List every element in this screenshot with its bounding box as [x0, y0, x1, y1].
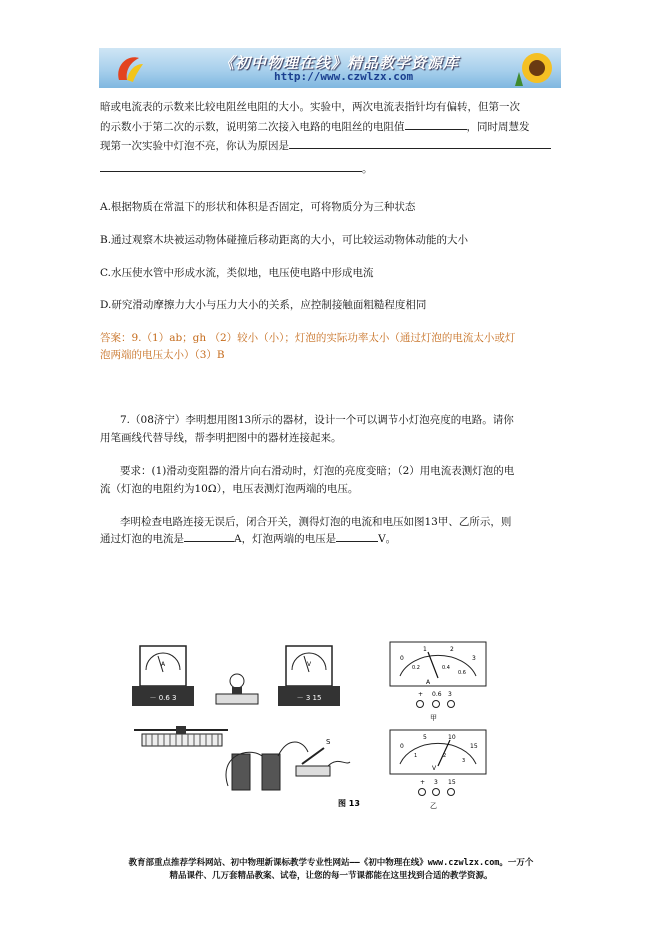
- resistance-answer-blank[interactable]: [405, 119, 467, 130]
- voltmeter-dial-plus: +: [420, 779, 426, 786]
- sunflower-icon: [509, 50, 555, 86]
- voltmeter-dial-3: 3: [434, 779, 438, 786]
- q7-line-2: 用笔画线代替导线，帮李明把图中的器材连接起来。: [100, 432, 342, 444]
- q7-measure-2-text-c: V。: [378, 533, 397, 545]
- footer-line-2: 精品课件、几万套精品教案、试卷，让您的每一节课都能在这里找到合适的教学资源。: [169, 871, 493, 881]
- q9-line-4: [100, 161, 373, 176]
- reason-answer-blank-1[interactable]: [289, 138, 551, 149]
- banner-title: 《初中物理在线》精品教学资源库: [219, 54, 460, 72]
- ammeter-dial-3: 3: [448, 691, 452, 698]
- site-logo-icon: [113, 52, 145, 84]
- ammeter-scale-1: 1: [423, 646, 427, 653]
- option-d: D.研究滑动摩擦力大小与压力大小的关系，应控制接触面粗糙程度相同: [100, 299, 427, 311]
- battery-cells: [226, 752, 280, 790]
- site-banner: [99, 48, 561, 88]
- q9-line-4-end: 。: [362, 163, 373, 175]
- voltmeter-scale-0: 0: [400, 743, 404, 750]
- q7-measure-2: [100, 531, 396, 546]
- option-b: B.通过观察木块被运动物体碰撞后移动距离的大小，可比较运动物体动能的大小: [100, 234, 469, 246]
- voltmeter-inner-3: 3: [462, 758, 466, 764]
- ammeter-scale-2: 2: [450, 646, 454, 653]
- voltmeter-unit-label: V: [306, 661, 312, 668]
- q7-measure-2-text-b: A，灯泡两端的电压是: [234, 533, 337, 545]
- figure-13: [128, 636, 508, 816]
- label-jia: 甲: [430, 714, 437, 722]
- voltmeter-scale-15: 15: [470, 743, 478, 750]
- voltmeter-inner-2: 2: [443, 753, 447, 759]
- ammeter-inner-2: 0.4: [442, 665, 450, 671]
- switch-device: [278, 738, 350, 776]
- ammeter-dial-plus: +: [418, 691, 424, 698]
- q9-line-3: [100, 138, 551, 153]
- voltmeter-dial-15: 15: [448, 779, 456, 786]
- option-a: A.根据物质在常温下的形状和体积是否固定，可将物质分为三种状态: [100, 201, 416, 213]
- q9-line-2-text-b: ，同时周慧发: [466, 121, 530, 133]
- ammeter-inner-1: 0.2: [412, 665, 420, 671]
- q9-line-3-text: 现第一次实验中灯泡不亮，你认为原因是: [100, 140, 289, 152]
- ammeter-scale-0: 0: [400, 655, 404, 662]
- q7-requirement-2: 流（灯泡的电阻约为10Ω），电压表测灯泡两端的电压。: [100, 483, 359, 495]
- answer-line-2: 泡两端的电压太小）（3）B: [100, 349, 225, 361]
- ammeter-terminal-labels: － 0.6 3: [149, 694, 177, 702]
- q7-requirement-1: 要求：(1)滑动变阻器的滑片向右滑动时，灯泡的亮度变暗；（2）用电流表测灯泡的电: [120, 465, 515, 477]
- ammeter-dial-unit: A: [426, 679, 431, 686]
- voltmeter-dial-unit: V: [432, 765, 437, 772]
- footer-line-1: 教育部重点推荐学科网站、初中物理新课标教学专业性网站——《初中物理在线》www.czwlzx.com。一万个: [128, 858, 534, 868]
- voltmeter-scale-5: 5: [423, 734, 427, 741]
- ammeter-dial-jia: [390, 642, 486, 722]
- voltmeter-device: [278, 646, 340, 706]
- voltmeter-dial-yi: [390, 730, 486, 810]
- q7-measure-1: 李明检查电路连接无误后，闭合开关，测得灯泡的电流和电压如图13甲、乙所示，则: [120, 516, 512, 528]
- voltmeter-inner-1: 1: [414, 753, 418, 759]
- ammeter-inner-3: 0.6: [458, 670, 466, 676]
- ammeter-device: [132, 646, 194, 706]
- current-answer-blank[interactable]: [184, 531, 234, 542]
- ammeter-scale-3: 3: [472, 655, 476, 662]
- q7-measure-2-text-a: 通过灯泡的电流是: [100, 533, 184, 545]
- figure-caption: 图 13: [338, 799, 360, 808]
- voltmeter-terminal-labels: － 3 15: [296, 694, 322, 702]
- banner-url[interactable]: http://www.czwlzx.com: [274, 70, 414, 83]
- ammeter-unit-label: A: [160, 661, 166, 668]
- q9-line-1: 暗或电流表的示数来比较电阻丝电阻的大小。实验中，两次电流表指针均有偏转，但第一次: [100, 101, 520, 113]
- q9-line-2: [100, 119, 530, 134]
- switch-label: S: [326, 738, 331, 746]
- q7-line-1: 7.（08济宁）李明想用图13所示的器材，设计一个可以调节小灯泡亮度的电路。请你: [120, 414, 514, 426]
- q9-line-2-text-a: 的示数小于第二次的示数，说明第二次接入电路的电阻丝的电阻值: [100, 121, 405, 133]
- ammeter-dial-06: 0.6: [432, 691, 442, 698]
- rheostat-device: [134, 726, 228, 746]
- label-yi: 乙: [430, 802, 437, 810]
- voltage-answer-blank[interactable]: [336, 531, 378, 542]
- option-c: C.水压使水管中形成水流，类似地，电压使电路中形成电流: [100, 267, 374, 279]
- reason-answer-blank-2[interactable]: [100, 161, 362, 172]
- voltmeter-scale-10: 10: [448, 734, 456, 741]
- light-bulb-device: [216, 674, 258, 704]
- answer-line-1: 答案：9.（1）ab；gh （2）较小（小）；灯泡的实际功率太小（通过灯泡的电流太小或灯: [100, 332, 516, 344]
